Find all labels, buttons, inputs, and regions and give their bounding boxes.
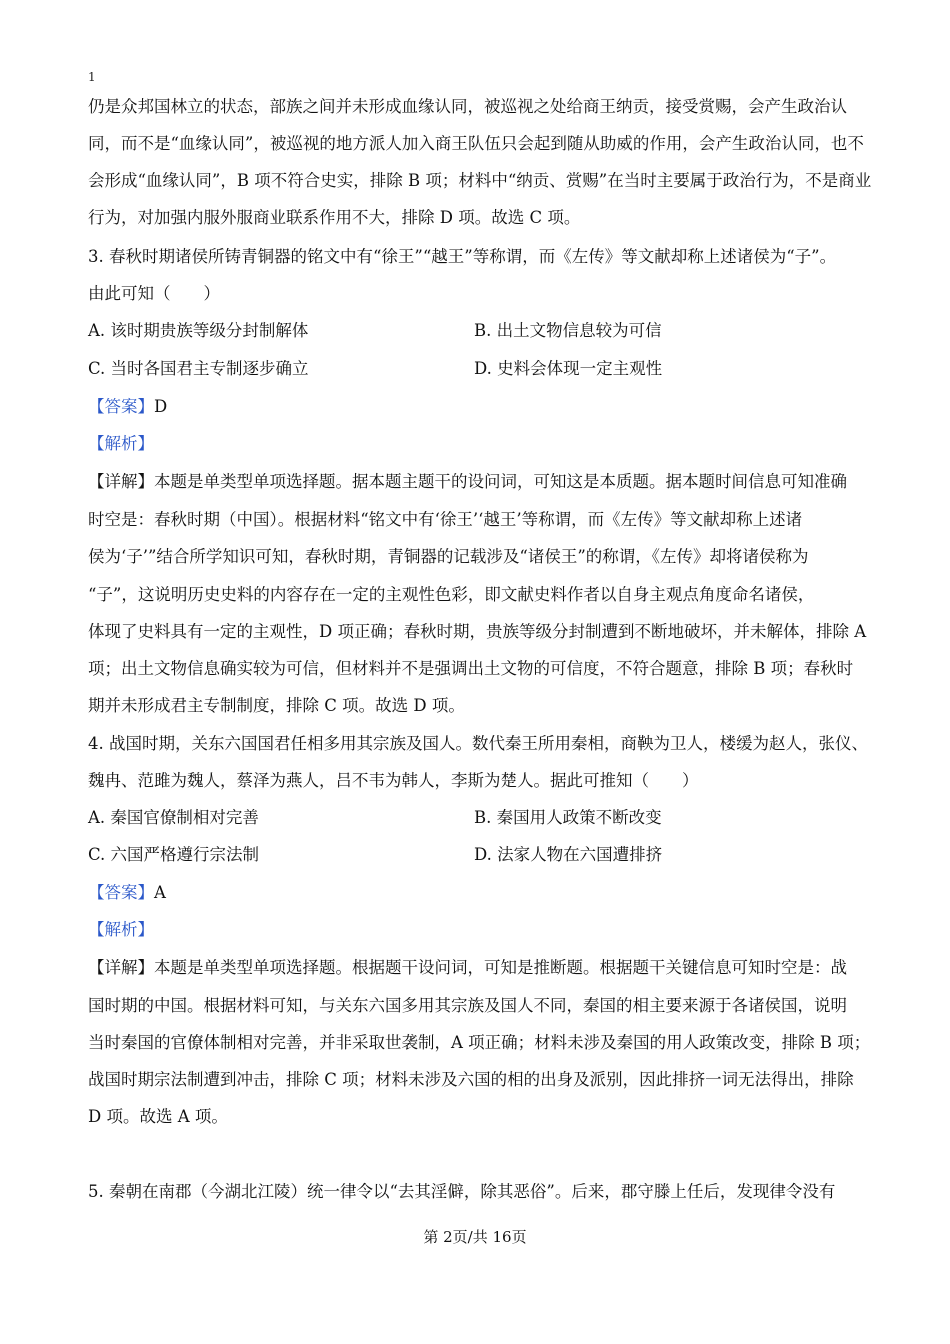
detail-text: 本题是单类型单项选择题。根据题干设问词，可知是推断题。根据题干关键信息可知时空是：战 bbox=[154, 958, 847, 977]
q4-detail-line: D 项。故选 A 项。 bbox=[88, 1107, 228, 1126]
q3-detail-line: 侯为‘子’”结合所学知识可知，春秋时期，青铜器的记载涉及“诸侯王”的称谓，《左传》却将诸侯称为 bbox=[88, 547, 809, 566]
q3-stem: 3. 春秋时期诸侯所铸青铜器的铭文中有“徐王”“越王”等称谓，而《左传》等文献却称上述诸侯为“子”。 bbox=[88, 247, 837, 266]
page-footer: 第 2页/共 16页 bbox=[423, 1228, 527, 1246]
q4-option-d: D. 法家人物在六国遭排挤 bbox=[474, 845, 663, 864]
q3-option-b: B. 出土文物信息较为可信 bbox=[474, 321, 662, 340]
q4-option-c: C. 六国严格遵行宗法制 bbox=[88, 845, 260, 864]
q4-stem: 4. 战国时期，关东六国国君任相多用其宗族及国人。数代秦王所用秦相，商鞅为卫人，楼缓为赵人，张仪、 bbox=[88, 734, 868, 753]
q3-detail-line: 期并未形成君主专制制度，排除 C 项。故选 D 项。 bbox=[88, 696, 465, 715]
page-marker: 1 bbox=[88, 70, 96, 84]
text-line: 同，而不是“血缘认同”，被巡视的地方派人加入商王队伍只会起到随从助威的作用，会产生政治认同，也不 bbox=[88, 134, 864, 153]
q3-analysis-tag: 【解析】 bbox=[88, 434, 154, 453]
text-line: 仍是众邦国林立的状态，部族之间并未形成血缘认同，被巡视之处给商王纳贡，接受赏赐，会产生政治认 bbox=[88, 97, 847, 116]
detail-tag: 【详解】 bbox=[88, 472, 154, 491]
q3-detail-line: 时空是：春秋时期（中国）。根据材料“铭文中有‘徐王’‘越王’等称谓，而《左传》等文献却称上述诸 bbox=[88, 510, 803, 529]
detail-tag: 【详解】 bbox=[88, 958, 154, 977]
q3-detail-line: “子”，这说明历史史料的内容存在一定的主观性色彩，即文献史料作者以自身主观点角度命名诸侯， bbox=[88, 585, 815, 604]
q3-stem-cont: 由此可知（ ） bbox=[88, 284, 220, 303]
answer-tag: 【答案】 bbox=[88, 883, 154, 902]
q3-option-a: A. 该时期贵族等级分封制解体 bbox=[88, 321, 309, 340]
answer-tag: 【答案】 bbox=[88, 397, 154, 416]
q4-stem-cont: 魏冉、范雎为魏人，蔡泽为燕人，吕不韦为韩人，李斯为楚人。据此可推知（ ） bbox=[88, 771, 699, 790]
q4-option-b: B. 秦国用人政策不断改变 bbox=[474, 808, 662, 827]
text-line: 会形成“血缘认同”，B 项不符合史实，排除 B 项；材料中“纳贡、赏赐”在当时主要属于政治行为，不是商业 bbox=[88, 171, 872, 190]
q4-detail-line: 当时秦国的官僚体制相对完善，并非采取世袭制，A 项正确；材料未涉及秦国的用人政策改变，排除 B 项； bbox=[88, 1033, 871, 1052]
q4-answer bbox=[88, 883, 166, 903]
q3-detail-line: 体现了史料具有一定的主观性，D 项正确；春秋时期，贵族等级分封制遭到不断地破坏，并未解体，排除 A bbox=[88, 622, 867, 641]
answer-value: A bbox=[154, 883, 166, 902]
q4-option-a: A. 秦国官僚制相对完善 bbox=[88, 808, 259, 827]
q4-detail-line: 战国时期宗法制遭到冲击，排除 C 项；材料未涉及六国的相的出身及派别，因此排挤一词无法得出，排除 bbox=[88, 1070, 854, 1089]
q5-stem: 5. 秦朝在南郡（今湖北江陵）统一律令以“去其淫僻，除其恶俗”。后来，郡守滕上任后，发现律令没有 bbox=[88, 1182, 836, 1201]
q4-detail-line: 国时期的中国。根据材料可知，与关东六国多用其宗族及国人不同，秦国的相主要来源于各诸侯国，说明 bbox=[88, 996, 847, 1015]
q3-detail-line bbox=[88, 472, 847, 492]
q3-answer bbox=[88, 397, 167, 417]
q3-option-d: D. 史料会体现一定主观性 bbox=[474, 359, 663, 378]
q3-option-c: C. 当时各国君主专制逐步确立 bbox=[88, 359, 309, 378]
q4-detail-line bbox=[88, 958, 847, 978]
answer-value: D bbox=[154, 397, 168, 416]
q4-analysis-tag: 【解析】 bbox=[88, 920, 154, 939]
detail-text: 本题是单类型单项选择题。据本题主题干的设问词，可知这是本质题。据本题时间信息可知准确 bbox=[154, 472, 847, 491]
text-line: 行为，对加强内服外服商业联系作用不大，排除 D 项。故选 C 项。 bbox=[88, 208, 581, 227]
q3-detail-line: 项；出土文物信息确实较为可信，但材料并不是强调出土文物的可信度，不符合题意，排除 B 项；春秋时 bbox=[88, 659, 854, 678]
